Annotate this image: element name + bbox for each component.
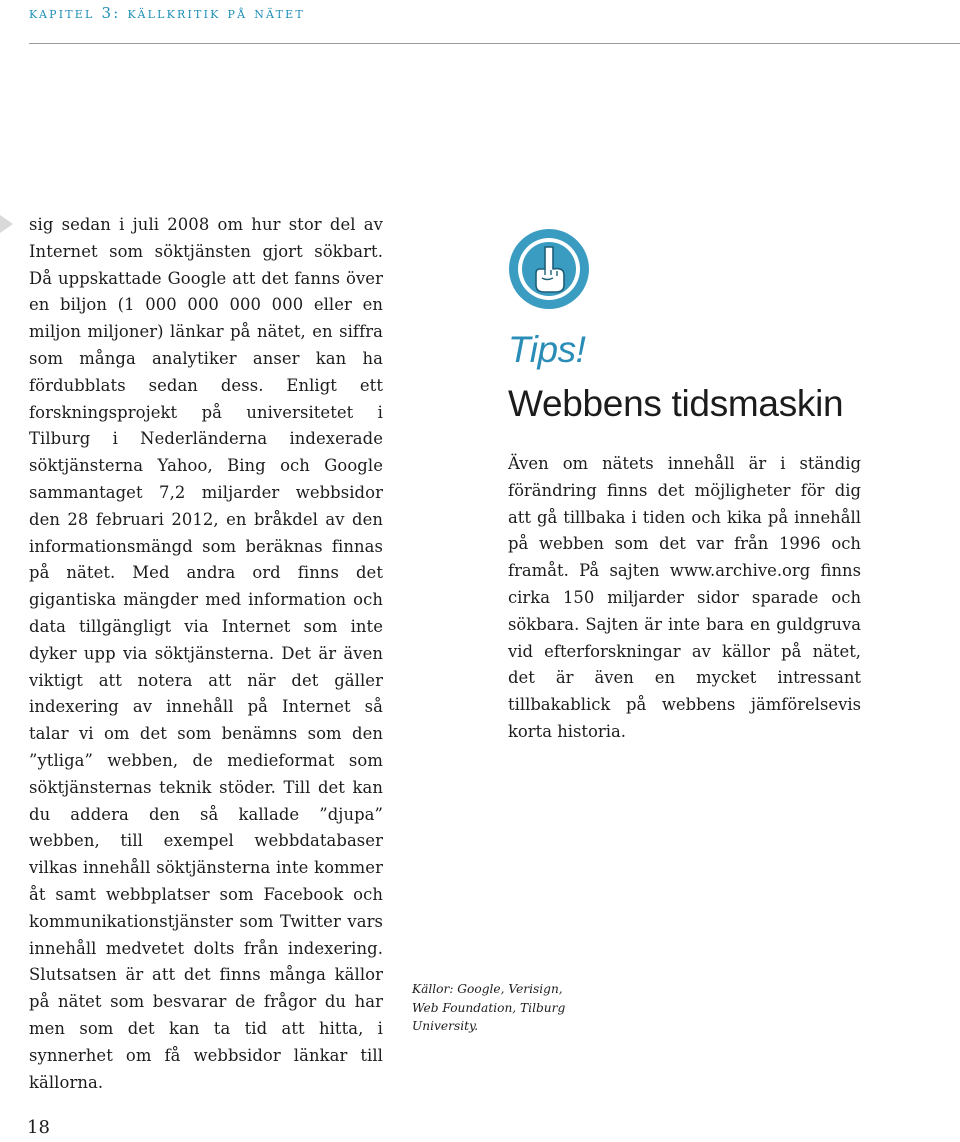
page-number: 18	[27, 1117, 50, 1138]
raised-finger-hand-icon	[509, 229, 589, 309]
chapter-header: kapitel 3: källkritik på nätet	[29, 4, 305, 22]
main-body-text: sig sedan i juli 2008 om hur stor del av Internet som söktjänsten gjort sökbart. Då uppskattade Google att det fanns över en biljon (1 000 000 000 000 eller en miljon miljoner) länkar på nätet, en siffra som många analytiker anser kan ha fördubblats sedan dess. Enligt ett forskningsprojekt på universitetet i Tilburg i Nederländerna indexerade söktjänsterna Yahoo, Bing och Google sammantaget 7,2 miljarder webbsidor den 28 februari 2012, en bråkdel av den informationsmängd som beräknas finnas på nätet. Med andra ord finns det gigantiska mängder med information och data tillgängligt via Internet som inte dyker upp via söktjänsterna. Det är även viktigt att notera att när det gäller indexering av innehåll på Internet så talar vi om det som benämns som den ”ytliga” webben, de medieformat som söktjänsternas teknik stöder. Till det kan du addera den så kallade ”djupa” webben, till exempel webbdatabaser vilkas innehåll söktjänsterna inte kommer åt samt webbplatser som Facebook och kommunikationstjänster som Twitter vars innehåll medvetet dolts från indexering. Slutsatsen är att det finns många källor på nätet som besvarar de frågor du har men som det kan ta tid att hitta, i synnerhet om få webbsidor länkar till källorna.	[29, 215, 383, 1092]
header-divider	[29, 43, 960, 44]
page-edge-arrow	[0, 215, 13, 233]
tips-title: Webbens tidsmaskin	[508, 383, 844, 424]
sources-caption: Källor: Google, Verisign, Web Foundation, Tilburg University.	[412, 982, 566, 1033]
tips-label: Tips!	[508, 329, 586, 370]
tips-body-text: Även om nätets innehåll är i ständig förändring finns det möjligheter för dig att gå tillbaka i tiden och kika på innehåll på webben som det var från 1996 och framåt. På sajten www.archive.org finns cirka 150 miljarder sidor sparade och sökbara. Sajten är inte bara en guldgruva vid efterforskningar av källor på nätet, det är även en mycket intressant tillbakablick på webbens jämförelsevis korta historia.	[508, 454, 861, 741]
